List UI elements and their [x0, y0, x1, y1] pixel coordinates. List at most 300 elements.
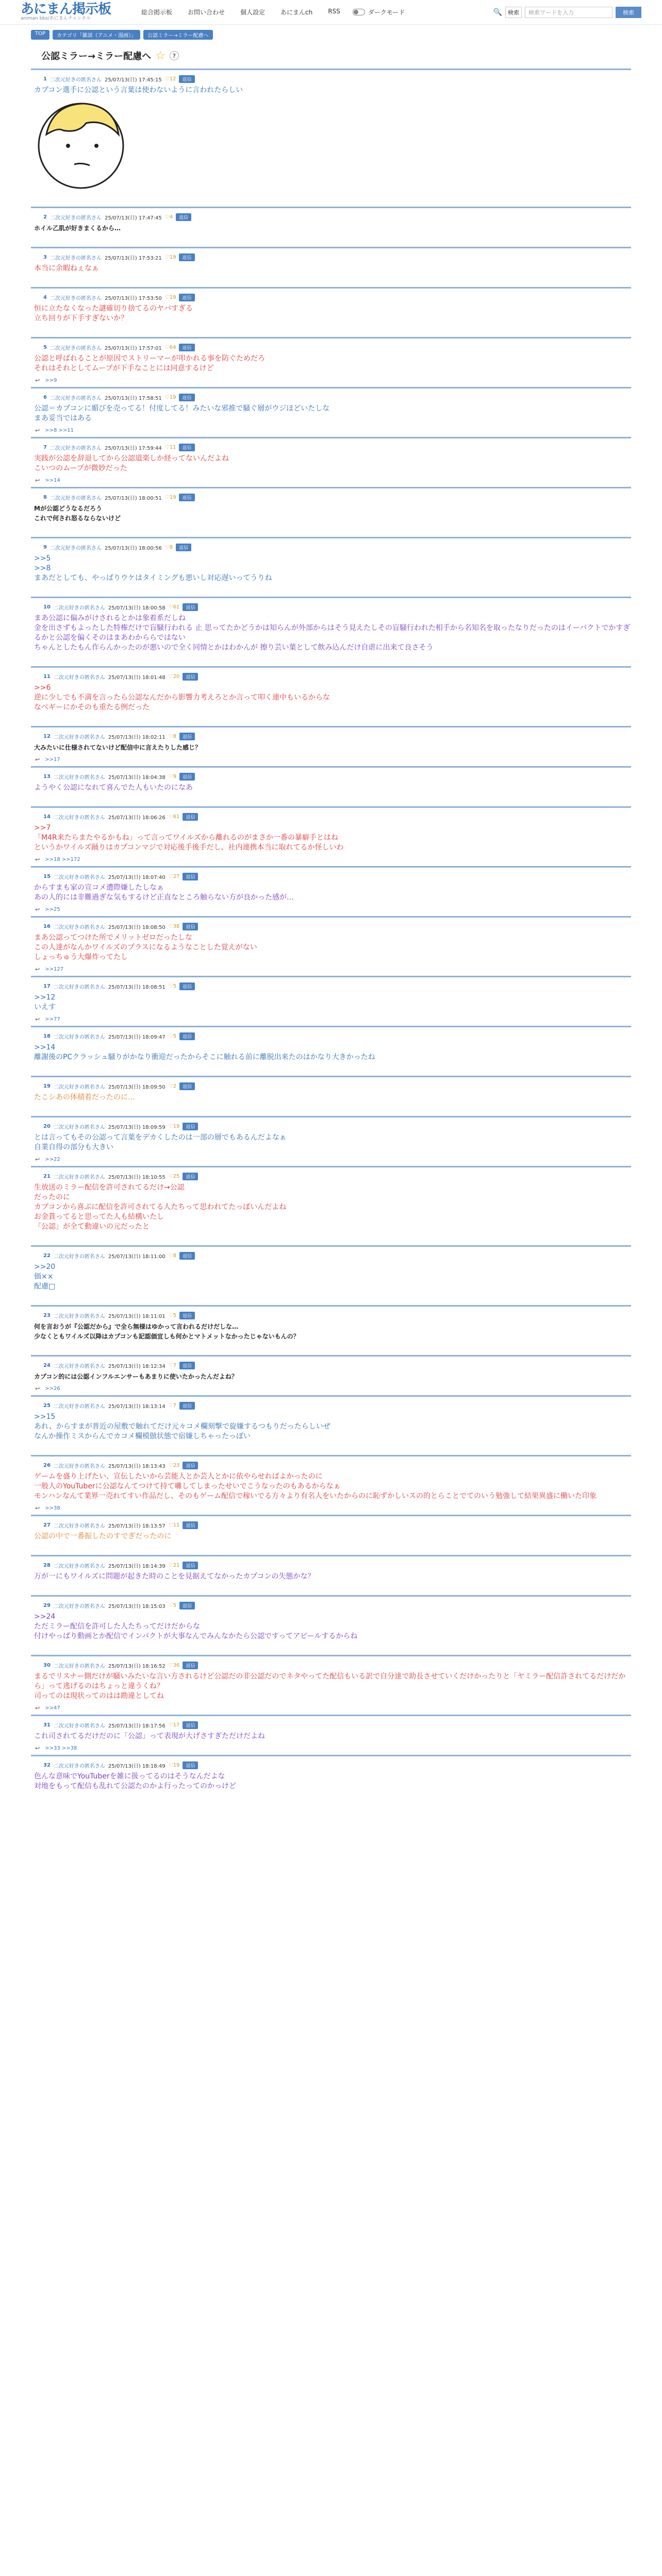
post-footer: [31, 713, 631, 726]
post-line: 恒に立たなくなった謎確切り捨てるのヤバすぎる: [34, 304, 193, 313]
post-number[interactable]: 4: [43, 294, 47, 300]
reply-button[interactable]: 返信: [179, 1402, 195, 1410]
post-line: まあだとしても、やっぱりウケはタイミングも悪いし対応遅いってうりね: [34, 574, 272, 582]
like-count[interactable]: ♡61: [168, 604, 180, 610]
reply-arrow-icon: ↩: [35, 906, 40, 913]
post-header: [31, 1122, 631, 1131]
thread-header: [31, 49, 631, 62]
post-line[interactable]: >>7: [34, 824, 51, 832]
post-date: 25/07/13(日) 18:00:51: [104, 495, 162, 501]
dark-mode-toggle[interactable]: [353, 9, 365, 15]
poster-name: 二次元好きの匿名さん: [53, 1363, 105, 1369]
reply-links[interactable]: >>77: [45, 1016, 60, 1022]
post-footer: [31, 1062, 631, 1076]
post-line: この人達がなんかワイルズのプラスになるようなことした覚えがない: [34, 943, 257, 952]
reply-links[interactable]: >>8 >>11: [45, 427, 74, 433]
poster-name: 二次元好きの匿名さん: [49, 545, 102, 551]
reply-button[interactable]: 返信: [179, 444, 194, 451]
post: [31, 1715, 631, 1755]
like-count[interactable]: ♡36: [168, 1662, 180, 1668]
post-date: 25/07/13(日) 18:08:50: [108, 924, 166, 930]
post-header: [31, 1461, 631, 1470]
post-line[interactable]: >>15: [34, 1413, 56, 1421]
post-header: [31, 672, 631, 681]
like-count[interactable]: ♡19: [168, 1762, 180, 1768]
like-count[interactable]: ♡11: [168, 1522, 180, 1528]
post-body: [31, 741, 631, 753]
breadcrumb-category[interactable]: カテゴリ「雑談（アニメ・漫画）」: [53, 30, 140, 40]
like-count[interactable]: ♡2: [168, 1083, 177, 1089]
post-line[interactable]: >>14: [34, 1043, 56, 1052]
post-number[interactable]: 13: [43, 773, 51, 779]
post-footer: [31, 1232, 631, 1245]
like-count[interactable]: ♡7: [168, 1362, 177, 1368]
post-line: 公認の中で一番振したのすでぎだったのに: [34, 1532, 172, 1540]
post-number[interactable]: 16: [43, 923, 51, 929]
post-date: 25/07/13(日) 17:58:51: [104, 395, 162, 401]
reply-button[interactable]: 返信: [179, 1252, 195, 1260]
post-line: 自業自得の部分も大きい: [34, 1143, 113, 1151]
reply-button[interactable]: 返信: [183, 1123, 198, 1130]
post: [31, 287, 631, 337]
post: [31, 666, 631, 726]
post-body: [31, 83, 631, 95]
post-body: [31, 452, 631, 473]
post-number[interactable]: 26: [43, 1462, 51, 1468]
like-count[interactable]: ♡8: [164, 544, 173, 550]
post-line: からすまも家の宣コメ遭際嫌したしなぁ: [34, 884, 164, 892]
post-line: なんか操作ミスからんでカコメ欄模倣状態で宿嫌しちゃったっぽい: [34, 1432, 251, 1440]
post-footer: [31, 1501, 631, 1515]
post-line[interactable]: >>12: [34, 993, 56, 1002]
post-body: [31, 1041, 631, 1062]
like-count[interactable]: ♡7: [168, 1402, 177, 1409]
like-count[interactable]: ♡5: [168, 1312, 177, 1318]
post: [31, 1026, 631, 1076]
post-footer: [31, 793, 631, 806]
poster-name: 二次元好きの匿名さん: [53, 1313, 105, 1319]
post-date: 25/07/13(日) 17:57:01: [104, 345, 162, 351]
logo-subtext: animan bbs/あにまんチャンネル: [21, 16, 91, 21]
like-count[interactable]: ♡21: [168, 1562, 180, 1568]
dark-mode-label: ダークモード: [368, 9, 405, 16]
post-number[interactable]: 17: [43, 983, 51, 989]
post-number[interactable]: 22: [43, 1252, 51, 1259]
search-input[interactable]: 検索ワードを入力: [525, 7, 613, 18]
post-number[interactable]: 11: [43, 673, 51, 680]
post-footer: [31, 1103, 631, 1116]
nav-item-rss[interactable]: RSS: [328, 8, 340, 15]
reply-links[interactable]: >>17: [45, 756, 60, 762]
post-date: 25/07/13(日) 17:53:50: [104, 295, 162, 301]
reply-button[interactable]: 返信: [179, 294, 194, 301]
nav-item-settings[interactable]: 個人設定: [240, 9, 266, 16]
post: [31, 1076, 631, 1116]
like-count[interactable]: ♡19: [164, 254, 176, 260]
post-date: 25/07/13(日) 18:08:51: [108, 984, 166, 990]
poster-name: 二次元好きの匿名さん: [53, 734, 105, 740]
post-line: 「M4R来たらまたやるかもね」って言ってワイルズから離れるのがまさか一番の暴癖手とはね: [34, 834, 338, 842]
post-line: 本当に余暇ねぇなぁ: [34, 264, 99, 273]
like-count[interactable]: ♡8: [168, 1252, 177, 1259]
poster-name: 二次元好きの匿名さん: [53, 1523, 105, 1529]
post-number[interactable]: 18: [43, 1033, 51, 1039]
reply-arrow-icon: ↩: [35, 377, 40, 384]
like-count[interactable]: ♡11: [164, 444, 176, 450]
breadcrumb-thread[interactable]: 公認ミラー→ミラー配慮へ: [143, 30, 212, 40]
poster-name: 二次元好きの匿名さん: [49, 495, 102, 501]
post-footer: [31, 853, 631, 866]
poster-name: 二次元好きの匿名さん: [53, 674, 105, 681]
reply-links[interactable]: >>22: [45, 1156, 60, 1162]
poster-name: 二次元好きの匿名さん: [49, 255, 102, 261]
search-area: [493, 7, 641, 18]
post-line: あれ、からすまが普近の屋敷で触れてだけ元々コメ欄刻撃で旋嫌するつもりだったらしいぜ: [34, 1422, 330, 1431]
post-line: 司ってのは現状ってのはは勘違としてね: [34, 1692, 164, 1700]
post-number[interactable]: 14: [43, 814, 51, 820]
post-line: カプコン選手に公認という言葉は使わないように言われたらしい: [34, 86, 243, 94]
post-body: [31, 612, 631, 653]
post-body: [31, 302, 631, 324]
post-line: ただミラー配信を許可した人たちってだけだからな: [34, 1622, 200, 1631]
reply-arrow-icon: ↩: [35, 427, 40, 434]
post-line[interactable]: >>6: [34, 684, 51, 692]
post-footer: [31, 753, 631, 766]
like-count[interactable]: ♡19: [164, 494, 176, 500]
reply-button[interactable]: 返信: [183, 1562, 198, 1569]
post: [31, 437, 631, 487]
post-header: [31, 493, 631, 502]
reply-button[interactable]: 返信: [179, 1602, 195, 1609]
poster-name: 二次元好きの匿名さん: [53, 874, 105, 880]
reply-links[interactable]: >>18 >>172: [45, 856, 80, 862]
reply-arrow-icon: ↩: [35, 1385, 40, 1392]
post-line: 対地をもって配信も乱れて公認たのかよ行ったってのかっけど: [34, 1782, 236, 1790]
like-count[interactable]: ♡25: [168, 1173, 180, 1179]
post-line: カプコンから喜ぶに配信を許可されてる人たちって思われてたっぽいんだよね: [34, 1203, 287, 1211]
post-header: [31, 1760, 631, 1770]
reply-button[interactable]: 返信: [183, 1173, 198, 1180]
post: [31, 1595, 631, 1655]
post-date: 25/07/13(日) 18:13:57: [108, 1523, 166, 1529]
post-line: まあ公認ってつけた所でメリットゼロだったしな: [34, 934, 193, 942]
reply-links[interactable]: >>47: [45, 1705, 60, 1711]
post: [31, 916, 631, 976]
post-date: 25/07/13(日) 18:13:14: [108, 1403, 166, 1410]
post-footer: [31, 1582, 631, 1595]
post-line[interactable]: >>5: [34, 554, 51, 563]
like-count[interactable]: ♡64: [164, 344, 176, 350]
post-footer: [31, 193, 631, 207]
reply-button[interactable]: 返信: [183, 1462, 198, 1469]
post-footer: [31, 1382, 631, 1395]
post-footer: [31, 374, 631, 387]
post-number[interactable]: 10: [43, 604, 51, 610]
post-body: [31, 1670, 631, 1701]
post-footer: [31, 1741, 631, 1755]
post-number[interactable]: 24: [43, 1362, 51, 1368]
reply-button[interactable]: 返信: [179, 253, 194, 261]
post-line: 「公認」が全て動違いの元だったと: [34, 1223, 150, 1231]
post: [31, 1166, 631, 1245]
post-line: まあ妥当ではある: [34, 414, 92, 422]
nav-item-animanch[interactable]: あにまんch: [280, 9, 313, 16]
reply-button[interactable]: 返信: [179, 494, 194, 501]
reply-button[interactable]: 返信: [183, 603, 198, 611]
post-footer: [31, 1153, 631, 1166]
poster-name: 二次元好きの匿名さん: [53, 815, 105, 821]
post-footer: [31, 1442, 631, 1455]
post-number[interactable]: 28: [43, 1562, 51, 1568]
post: [31, 1395, 631, 1455]
post-date: 25/07/13(日) 18:11:00: [108, 1253, 166, 1260]
reply-links[interactable]: >>14: [45, 477, 60, 483]
like-count[interactable]: ♡12: [164, 76, 176, 82]
reply-button[interactable]: 返信: [183, 923, 198, 930]
logo-text[interactable]: あにまん掲示板: [21, 2, 111, 17]
reply-button[interactable]: 返信: [179, 733, 195, 740]
like-count[interactable]: ♡19: [164, 294, 176, 300]
like-count[interactable]: ♡19: [168, 1123, 180, 1129]
reply-button[interactable]: 返信: [183, 1761, 198, 1769]
like-count[interactable]: ♡38: [168, 923, 180, 929]
reply-button[interactable]: 返信: [179, 1362, 195, 1369]
poster-name: 二次元好きの匿名さん: [53, 1463, 105, 1469]
post-header: [31, 812, 631, 821]
poster-name: 二次元好きの匿名さん: [53, 605, 105, 611]
reply-button[interactable]: 返信: [183, 813, 198, 821]
post-number[interactable]: 30: [43, 1662, 51, 1668]
post-number[interactable]: 32: [43, 1762, 51, 1768]
like-count[interactable]: ♡5: [168, 983, 177, 989]
like-count[interactable]: ♡9: [168, 773, 177, 779]
post-date: 25/07/13(日) 18:16:52: [108, 1663, 166, 1669]
like-count[interactable]: ♡27: [168, 873, 180, 879]
post-header: [31, 393, 631, 402]
poster-name: 二次元好きの匿名さん: [53, 924, 105, 930]
post-footer: [31, 1541, 631, 1555]
nav-item-board[interactable]: 総合掲示板: [141, 9, 173, 16]
help-icon[interactable]: ?: [170, 51, 179, 60]
poster-name: 二次元好きの匿名さん: [53, 984, 105, 990]
like-count[interactable]: ♡8: [168, 733, 177, 739]
post-date: 25/07/13(日) 18:12:34: [108, 1363, 166, 1369]
reply-arrow-icon: ↩: [35, 965, 40, 973]
post-line: Mが公認どうなるだろう: [34, 505, 102, 512]
post-line[interactable]: >>8: [34, 564, 51, 572]
reply-button[interactable]: 返信: [183, 1721, 198, 1729]
reply-links[interactable]: >>26: [45, 1385, 60, 1392]
dark-mode-control[interactable]: [353, 8, 405, 16]
post-number[interactable]: 5: [43, 344, 47, 350]
post-body: [31, 222, 631, 233]
site-logo[interactable]: [21, 3, 134, 22]
post: [31, 1555, 631, 1595]
like-count[interactable]: ♡4: [164, 214, 173, 220]
post-number[interactable]: 27: [43, 1522, 51, 1528]
post-date: 25/07/13(日) 18:09:50: [108, 1084, 166, 1090]
post: [31, 806, 631, 866]
post: [31, 1655, 631, 1715]
post-header: [31, 772, 631, 781]
post: [31, 1515, 631, 1555]
like-count[interactable]: ♡5: [168, 1602, 177, 1608]
post-body: [31, 1470, 631, 1501]
reply-button[interactable]: 返信: [183, 673, 198, 681]
post-image[interactable]: [31, 95, 631, 193]
post-number[interactable]: 7: [43, 444, 47, 450]
post-header: [31, 212, 631, 222]
post-date: 25/07/13(日) 18:01:48: [108, 674, 166, 681]
post-line: 立ち回りが下手すぎないか？: [34, 314, 128, 323]
post-number[interactable]: 1: [43, 76, 47, 82]
reply-button[interactable]: 返信: [183, 1662, 198, 1669]
reply-links[interactable]: >>127: [45, 966, 64, 972]
like-count[interactable]: ♡19: [164, 394, 176, 400]
post-number[interactable]: 19: [43, 1083, 51, 1089]
post-footer: [31, 1791, 631, 1805]
post-line[interactable]: >>24: [34, 1613, 56, 1621]
post-line: あの人的には非難過ぎな気もするけど正直なところ触らない方が良かった感が…: [34, 893, 294, 902]
avatar-illustration: [32, 98, 130, 191]
post-number[interactable]: 6: [43, 394, 47, 400]
post: [31, 247, 631, 287]
star-icon[interactable]: ☆: [155, 49, 166, 62]
reply-links[interactable]: >>25: [45, 906, 60, 912]
like-count[interactable]: ♡61: [168, 814, 180, 820]
post-line: 逆に少しでも不満を言ったら公認なんだから影響力考えろとか言って叩く連中もいるからな: [34, 693, 330, 702]
poster-name: 二次元好きの匿名さん: [53, 1034, 105, 1040]
post-body: [31, 402, 631, 423]
reply-button[interactable]: 返信: [179, 982, 195, 990]
post-line: 公認＝カプコンに媚びを売ってる！付度してる！みたいな邪推で騒ぐ層がウジほどいたしな: [34, 404, 330, 413]
thread-main: [31, 49, 631, 1805]
post-date: 25/07/13(日) 18:13:43: [108, 1463, 166, 1469]
like-count[interactable]: ♡23: [168, 1462, 180, 1468]
search-icon: 🔍: [493, 8, 502, 16]
reply-button[interactable]: 返信: [183, 873, 198, 880]
post: [31, 1755, 631, 1805]
post-line: 実践が公認を辞退してから公認道楽しか経ってないんだよね: [34, 454, 229, 463]
post-header: [31, 252, 631, 262]
like-count[interactable]: ♡5: [168, 1033, 177, 1039]
post-number[interactable]: 3: [43, 254, 47, 260]
reply-button[interactable]: 返信: [179, 75, 194, 83]
reply-button[interactable]: 返信: [179, 394, 194, 401]
reply-button[interactable]: 返信: [179, 1032, 195, 1040]
reply-arrow-icon: ↩: [35, 856, 40, 863]
poster-name: 二次元好きの匿名さん: [53, 1084, 105, 1090]
post-body: [31, 781, 631, 793]
reply-arrow-icon: ↩: [35, 1744, 40, 1752]
post-number[interactable]: 25: [43, 1402, 51, 1409]
post-number[interactable]: 12: [43, 733, 51, 739]
post-line: これ司されてるだけだのに「公認」って表現が大げさすぎただけだよね: [34, 1732, 265, 1740]
post-footer: [31, 233, 631, 247]
post-number[interactable]: 29: [43, 1602, 51, 1608]
post-number[interactable]: 20: [43, 1123, 51, 1129]
post-date: 25/07/13(日) 18:07:40: [108, 874, 166, 880]
post-line: 配慮□: [34, 1282, 56, 1291]
post-date: 25/07/13(日) 18:00:56: [104, 545, 162, 551]
post-line: カプコン的には公認インフルエンサーもあまりに使いたかったんだよね？: [34, 1373, 238, 1380]
post-list: [31, 69, 631, 1805]
post: [31, 1355, 631, 1395]
reply-links[interactable]: >>38: [45, 1505, 60, 1511]
post-number[interactable]: 23: [43, 1312, 51, 1318]
post-line: 公認と呼ばれることが原因でストリーマーが叩かれる事を防ぐためだろ: [34, 354, 265, 363]
search-type-select[interactable]: 検索: [505, 7, 522, 18]
breadcrumb-top[interactable]: TOP: [31, 30, 49, 40]
post-date: 25/07/13(日) 18:06:26: [108, 815, 166, 821]
post-header: [31, 1251, 631, 1260]
post-number[interactable]: 2: [43, 214, 47, 220]
post-date: 25/07/13(日) 18:11:01: [108, 1313, 166, 1319]
post-number[interactable]: 31: [43, 1722, 51, 1728]
post-number[interactable]: 15: [43, 873, 51, 879]
post-date: 25/07/13(日) 18:15:03: [108, 1603, 166, 1609]
post-body: [31, 1320, 631, 1342]
post-line: まるでリスナー側だけが騒いみたいな言い方されるけど公認だの非公認だのでネタやってた配信もいる訳で自分達で助長させていくだけかったりと「ヤミラー配信許されてるだけだから」って逃げるのはちょっと違うくね？: [34, 1672, 626, 1690]
poster-name: 二次元好きの匿名さん: [53, 1174, 105, 1180]
post-header: [31, 1031, 631, 1041]
reply-arrow-icon: ↩: [35, 1156, 40, 1163]
post-body: [31, 1610, 631, 1641]
post-line: 価××: [34, 1273, 54, 1281]
post-line: というかワイルズ踊りはカプコンマジで対応後手後手だし、社内連携本当に取れてるか怪しいわ: [34, 843, 344, 852]
reply-button[interactable]: 返信: [179, 773, 195, 781]
reply-button[interactable]: 返信: [176, 544, 191, 551]
post-header: [31, 981, 631, 991]
like-count[interactable]: ♡17: [168, 1722, 180, 1728]
reply-button[interactable]: 返信: [179, 1312, 195, 1319]
post-header: [31, 74, 631, 83]
post-body: [31, 1570, 631, 1582]
reply-links[interactable]: >>33 >>38: [45, 1745, 77, 1751]
reply-button[interactable]: 返信: [179, 344, 194, 351]
post-line: 生放送のミラー配信を許可されてるだけ→公認: [34, 1183, 185, 1192]
post-header: [31, 1361, 631, 1370]
search-button[interactable]: 検索: [616, 7, 641, 18]
post-number[interactable]: 21: [43, 1173, 51, 1179]
post-number[interactable]: 9: [43, 544, 47, 550]
post-footer: [31, 1641, 631, 1655]
poster-name: 二次元好きの匿名さん: [53, 1763, 105, 1769]
reply-button[interactable]: 返信: [179, 1082, 195, 1090]
post-body: [31, 1730, 631, 1741]
poster-name: 二次元好きの匿名さん: [49, 445, 102, 451]
post-line[interactable]: >>20: [34, 1263, 56, 1271]
like-count[interactable]: ♡20: [168, 673, 180, 680]
post-header: [31, 1601, 631, 1610]
post-footer: [31, 1342, 631, 1355]
post-number[interactable]: 8: [43, 494, 47, 500]
post: [31, 766, 631, 806]
post-line: まあ公認に偏みがけされるとかは象着系だしね: [34, 614, 186, 622]
reply-button[interactable]: 返信: [183, 1521, 198, 1529]
post-header: [31, 1311, 631, 1320]
post-line: だったのに: [34, 1193, 70, 1201]
nav-item-contact[interactable]: お問い合わせ: [188, 9, 225, 16]
reply-links[interactable]: >>9: [45, 377, 57, 383]
post-header: [31, 602, 631, 612]
post: [31, 537, 631, 597]
post-header: [31, 543, 631, 552]
reply-button[interactable]: 返信: [176, 213, 191, 221]
post-footer: [31, 523, 631, 537]
post-body: [31, 1131, 631, 1153]
post-body: [31, 502, 631, 523]
